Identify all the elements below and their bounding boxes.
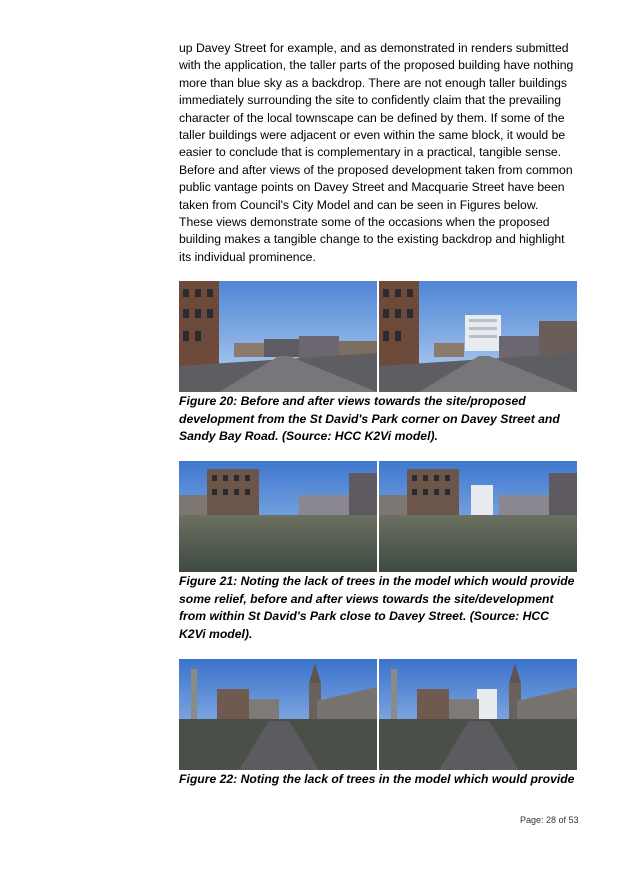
caption-line: Sandy Bay Road. (Source: HCC K2Vi model). bbox=[179, 429, 438, 444]
body-line: up Davey Street for example, and as demonstrated in renders submitted bbox=[179, 41, 569, 55]
body-line: its individual prominence. bbox=[179, 249, 316, 264]
figure-20-before-image bbox=[179, 281, 377, 392]
body-line: more than blue sky as a backdrop. There are not enough taller buildings bbox=[179, 75, 567, 90]
caption-line: Figure 20: Before and after views towards the site/proposed bbox=[179, 394, 526, 408]
body-line: Before and after views of the proposed development taken from common bbox=[179, 162, 573, 177]
caption-line: K2Vi model). bbox=[179, 626, 253, 641]
caption-line: Figure 22: Noting the lack of trees in the model which would provide bbox=[179, 772, 575, 786]
body-line: immediately surrounding the site to confidently claim that the prevailing bbox=[179, 93, 562, 108]
body-line: These views demonstrate some of the occasions when the proposed bbox=[179, 215, 550, 230]
body-line: taller buildings were adjacent or even within the same block, it would be bbox=[179, 128, 566, 143]
figure-21 bbox=[179, 461, 577, 572]
page-number: Page: 28 of 53 bbox=[520, 815, 579, 825]
figure-22-before-image bbox=[179, 659, 377, 770]
body-line: character of the local townscape can be defined by them. If some of the bbox=[179, 110, 565, 125]
caption-line: from within St David's Park close to Davey Street. (Source: HCC bbox=[179, 609, 549, 624]
figure-22-after-image bbox=[379, 659, 577, 770]
body-paragraph bbox=[179, 40, 579, 266]
figure-22 bbox=[179, 659, 577, 770]
body-line: easier to conclude that is complementary in a practical, tangible sense. bbox=[179, 145, 562, 160]
body-line: taken from Council's City Model and can be seen in Figures below. bbox=[179, 197, 539, 212]
figure-21-caption bbox=[179, 573, 599, 643]
figure-20-after-image bbox=[379, 281, 577, 392]
caption-line: Figure 21: Noting the lack of trees in the model which would provide bbox=[179, 574, 575, 588]
body-line: with the application, the taller parts of the proposed building have nothing bbox=[179, 58, 574, 73]
figure-21-before-image bbox=[179, 461, 377, 572]
body-line: public vantage points on Davey Street and Macquarie Street have been bbox=[179, 180, 565, 195]
caption-line: some relief, before and after views towards the site/development bbox=[179, 591, 554, 606]
caption-line: development from the St David's Park corner on Davey Street and bbox=[179, 411, 560, 426]
figure-21-after-image bbox=[379, 461, 577, 572]
figure-22-caption bbox=[179, 771, 599, 789]
figure-20-caption bbox=[179, 393, 599, 446]
body-line: building makes a tangible change to the existing backdrop and highlight bbox=[179, 232, 565, 247]
figure-20 bbox=[179, 281, 577, 392]
